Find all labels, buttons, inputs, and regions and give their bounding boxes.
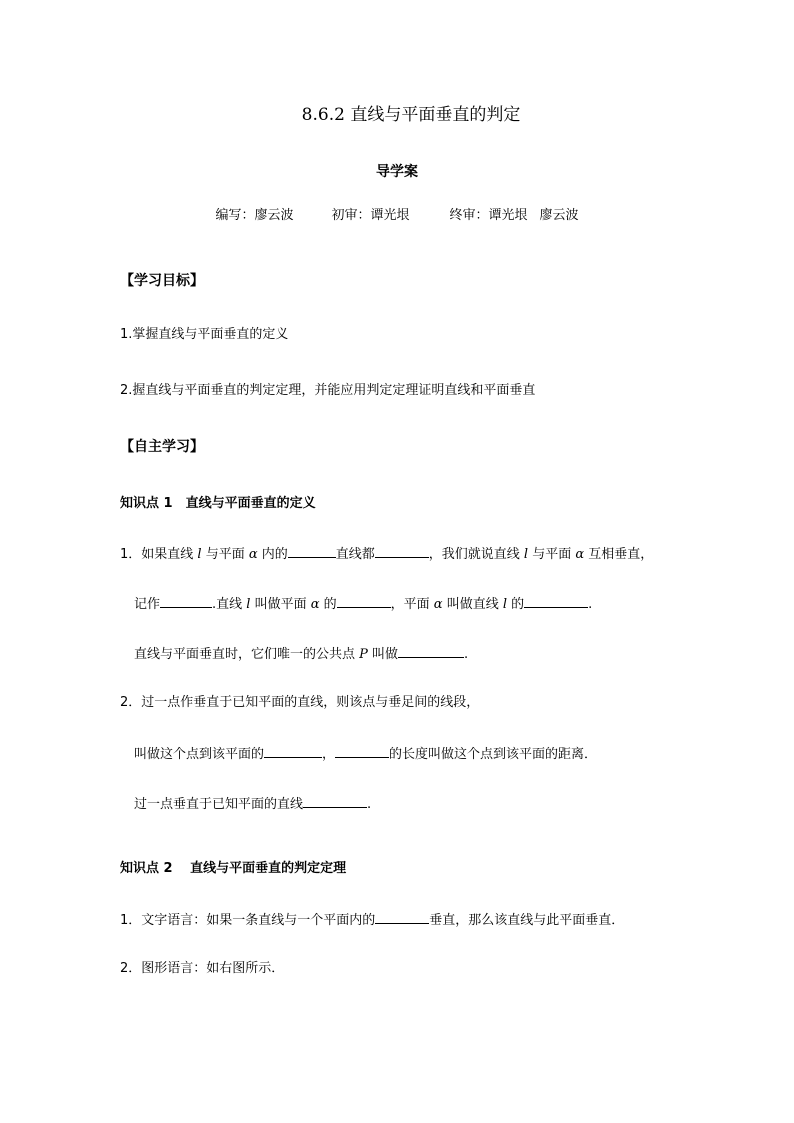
fill-blank[interactable] — [524, 595, 588, 608]
text: 垂直，那么该直线与此平面垂直． — [429, 913, 625, 928]
text: 过一点垂直于已知平面的直线 — [134, 797, 304, 812]
text: 叫做 — [367, 647, 399, 662]
text: ，平面 — [390, 597, 434, 612]
author-final: 终审：谭光垠 — [449, 208, 528, 223]
text: 与平面 — [528, 547, 576, 562]
fill-blank[interactable] — [335, 745, 389, 758]
author-writer: 编写：廖云波 — [215, 208, 294, 223]
text: . — [464, 647, 469, 662]
fill-blank[interactable] — [303, 795, 367, 808]
var-l: l — [197, 547, 202, 562]
text: 直线都 — [335, 547, 375, 562]
fill-blank[interactable] — [288, 545, 336, 558]
text: 叫做这个点到该平面的 — [134, 747, 265, 762]
text: 叫做直线 — [442, 597, 503, 612]
text: 互相垂直， — [584, 547, 654, 562]
kp1-line-1 — [120, 545, 653, 564]
text: 直线与平面垂直时，它们唯一的公共点 — [134, 647, 360, 662]
self-study-heading: 【自主学习】 — [120, 439, 204, 455]
var-alpha: α — [310, 597, 320, 612]
text: 的 — [507, 597, 525, 612]
kp1-line-2 — [134, 595, 592, 614]
kp1-line-4: 2．过一点作垂直于已知平面的直线，则该点与垂足间的线段， — [120, 695, 480, 710]
fill-blank[interactable] — [160, 595, 212, 608]
page-subtitle: 导学案 — [376, 164, 418, 180]
var-p: P — [359, 647, 368, 662]
text: 内的 — [257, 547, 288, 562]
var-alpha: α — [248, 547, 258, 562]
text: ，我们就说直线 — [428, 547, 524, 562]
fill-blank[interactable] — [337, 595, 391, 608]
kp1-line-3 — [134, 645, 468, 664]
var-alpha: α — [575, 547, 585, 562]
author-final-second: 廖云波 — [539, 208, 579, 223]
fill-blank[interactable] — [375, 545, 429, 558]
kp2-line-2: 2．图形语言：如右图所示． — [120, 961, 285, 976]
text: . — [588, 597, 593, 612]
objective-item-1: 1.掌握直线与平面垂直的定义 — [120, 327, 289, 342]
var-l: l — [523, 547, 529, 562]
kp1-line-5 — [134, 745, 597, 764]
author-reviewer: 初审：谭光垠 — [331, 208, 410, 223]
fill-blank[interactable] — [398, 645, 464, 658]
fill-blank[interactable] — [264, 745, 322, 758]
text: 的 — [319, 597, 337, 612]
text: 1．如果直线 — [120, 547, 198, 562]
text: 叫做平面 — [250, 597, 311, 612]
text: 的长度叫做这个点到该平面的距离． — [389, 747, 598, 762]
var-alpha: α — [433, 597, 443, 612]
text: 与平面 — [201, 547, 249, 562]
kp1-line-6 — [134, 795, 371, 814]
objectives-heading: 【学习目标】 — [120, 273, 204, 289]
fill-blank[interactable] — [375, 911, 429, 924]
kp1-heading: 知识点 1 直线与平面垂直的定义 — [120, 496, 316, 511]
page-title: 8.6.2 直线与平面垂直的判定 — [301, 105, 521, 125]
text: .直线 — [212, 597, 247, 612]
text: 1．文字语言：如果一条直线与一个平面内的 — [120, 913, 376, 928]
text: 记作 — [134, 597, 161, 612]
text: . — [367, 797, 372, 812]
var-l: l — [502, 597, 507, 612]
text: ， — [322, 747, 336, 762]
authors-line — [0, 207, 794, 225]
kp2-line-1 — [120, 911, 624, 930]
var-l: l — [246, 597, 251, 612]
kp2-heading: 知识点 2 直线与平面垂直的判定定理 — [120, 861, 347, 876]
objective-item-2: 2.握直线与平面垂直的判定定理，并能应用判定定理证明直线和平面垂直 — [120, 383, 536, 398]
